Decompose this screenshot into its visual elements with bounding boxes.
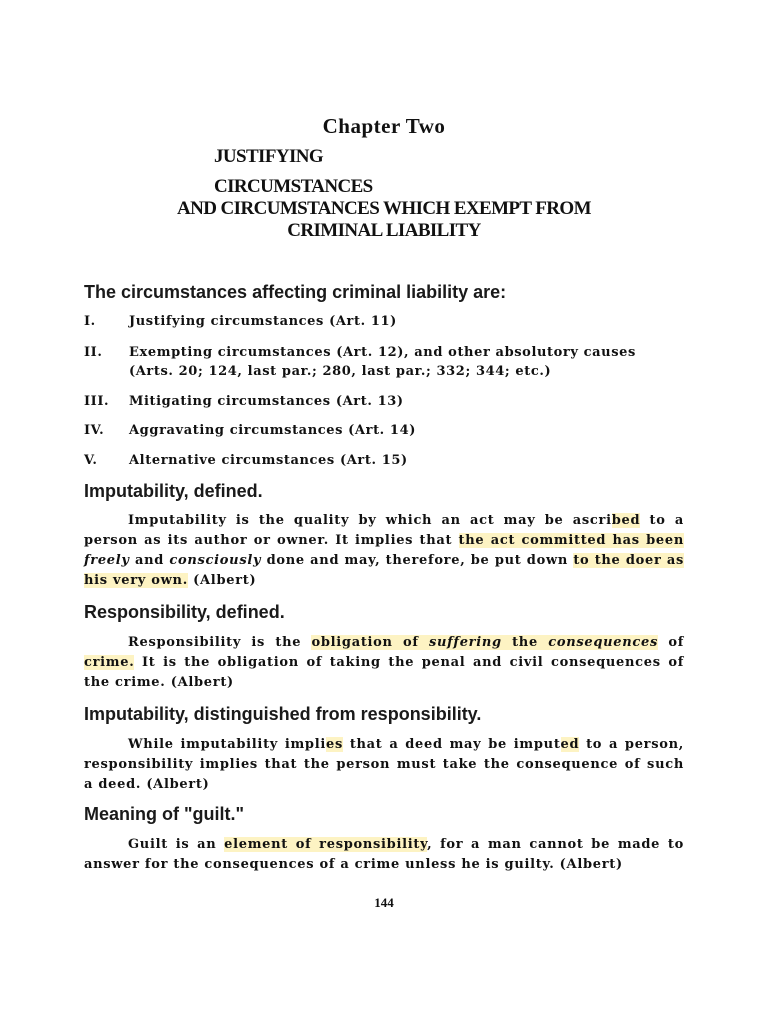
- title-line-1: JUSTIFYING: [214, 146, 324, 167]
- list-number: II.: [84, 345, 103, 360]
- intro-heading: The circumstances affecting criminal liability are:: [84, 282, 507, 302]
- list-text: Mitigating circumstances (Art. 13): [129, 394, 404, 409]
- list-text: Aggravating circumstances (Art. 14): [129, 423, 416, 438]
- chapter-label: Chapter Two: [322, 114, 446, 138]
- section-paragraph: Guilt is an element of responsibility, for a man cannot be made to answer for the consequences of a crime unless he is guilty. (Albert): [84, 837, 684, 872]
- section-heading: Responsibility, defined.: [84, 602, 285, 622]
- list-number: III.: [84, 394, 110, 409]
- title-line-3: AND CIRCUMSTANCES WHICH EXEMPT FROM: [177, 198, 591, 219]
- section-heading: Meaning of "guilt.": [84, 804, 245, 824]
- section-heading: Imputability, distinguished from responsibility.: [84, 704, 482, 724]
- section-paragraph: Responsibility is the obligation of suffering the consequences of crime. It is the obligation of taking the penal and civil consequences of the crime. (Albert): [84, 635, 685, 690]
- list-number: I.: [84, 314, 96, 329]
- section-paragraph: Imputability is the quality by which an act may be ascribed to a person as its author or owner. It implies that the act committed has been freely and consciously done and may, therefore, be put down to the doer as his very own. (Albert): [84, 513, 684, 588]
- section-heading: Imputability, defined.: [84, 481, 263, 501]
- title-line-2: CIRCUMSTANCES: [214, 176, 373, 197]
- list-number: IV.: [84, 423, 105, 438]
- section-paragraph: While imputability implies that a deed may be imputed to a person, responsibility implies that the person must take the consequence of such a deed. (Albert): [84, 737, 684, 792]
- page-number: 144: [374, 895, 394, 910]
- list-number: V.: [84, 453, 98, 468]
- title-line-4: CRIMINAL LIABILITY: [287, 220, 481, 241]
- list-text: Justifying circumstances (Art. 11): [129, 314, 397, 329]
- list-text: Alternative circumstances (Art. 15): [129, 453, 408, 468]
- list-text: Exempting circumstances (Art. 12), and other absolutory causes (Arts. 20; 124, last par.; 280, last par.; 332; 344; etc.): [129, 345, 636, 379]
